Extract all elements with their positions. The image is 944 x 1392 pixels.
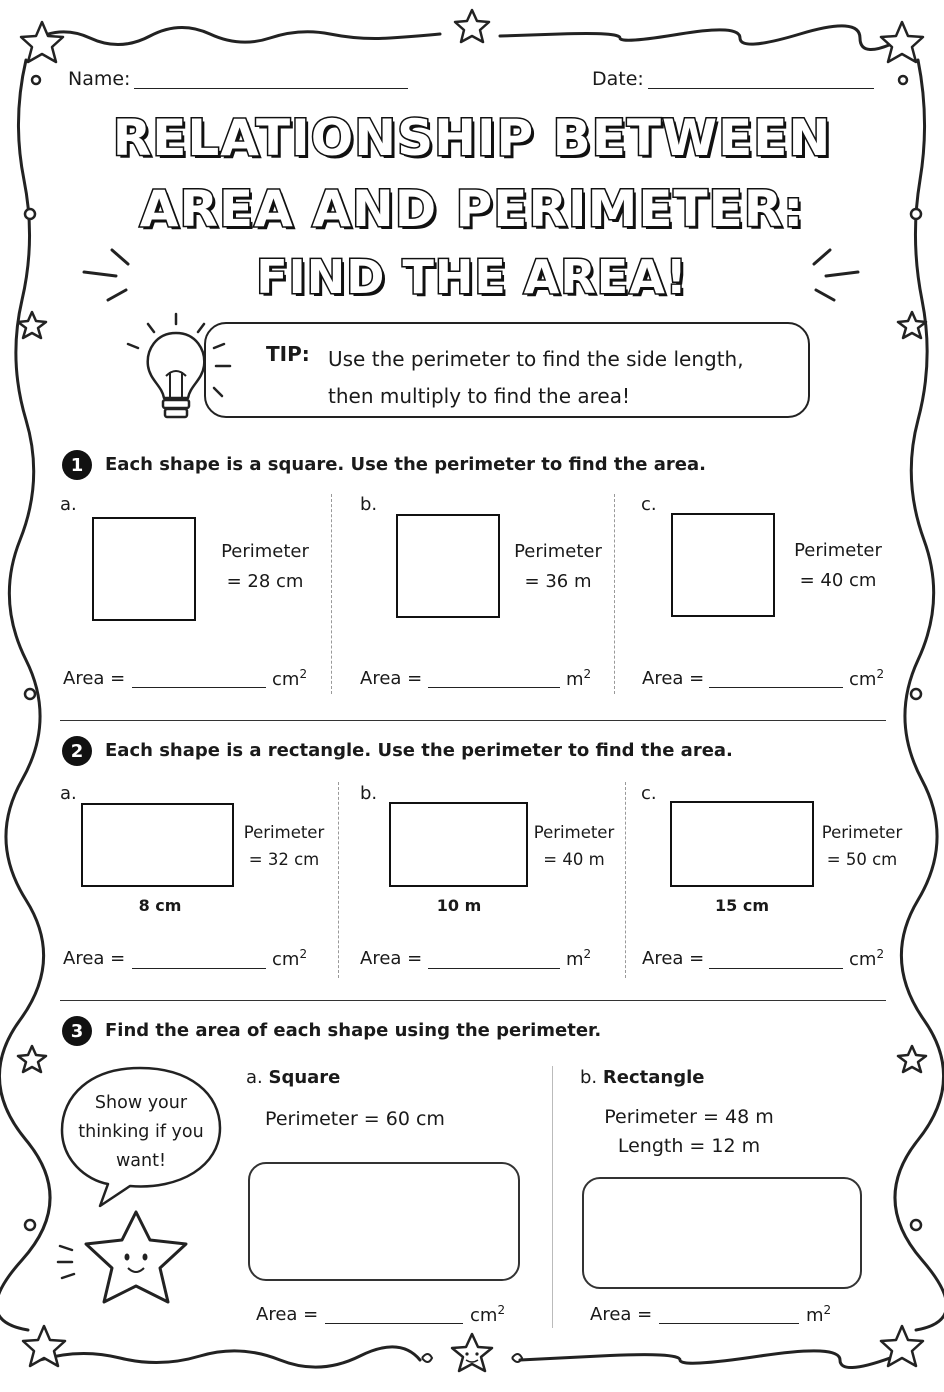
s2-a-answer-line[interactable] [132,968,266,969]
s3-a-work-box[interactable] [248,1162,520,1281]
s3-a-perimeter: Perimeter = 60 cm [265,1108,445,1130]
s2-a-letter: a. [60,783,77,804]
s1-b-letter: b. [360,494,378,515]
tip-line-2: then multiply to find the area! [328,384,630,408]
tip-box [204,322,810,418]
s3-b-work-box[interactable] [582,1177,862,1289]
name-label: Name: [68,68,131,90]
section-3-instruction: Find the area of each shape using the perimeter. [105,1020,602,1041]
s3-b-area-label: Area = [590,1304,653,1325]
divider [338,782,339,978]
s2-c-letter: c. [641,783,657,804]
s2-b-area-label: Area = [360,948,423,969]
s3-a-unit: $cm^2$ [470,1303,506,1326]
s3-a-area-label: Area = [256,1304,319,1325]
section-separator [60,720,886,721]
divider [552,1066,553,1328]
s3-b-answer-line[interactable] [659,1323,799,1324]
tip-text [328,341,744,415]
s2-a-side-length: 8 cm [138,896,182,915]
s2-b-letter: b. [360,783,378,804]
tip-line-1: Use the perimeter to find the side length, [328,347,744,371]
s1-a-perimeter: Perimeter = 28 cm [221,541,309,592]
s2-a-rectangle [81,803,234,887]
name-field-line[interactable] [134,88,408,89]
date-label: Date: [592,68,644,90]
s1-b-perimeter: Perimeter = 36 m [514,541,602,592]
s3-a-heading: a. Square [246,1067,341,1088]
title-line-1: RELATIONSHIP BETWEEN [112,109,832,167]
s1-a-square [92,517,196,621]
s2-b-perimeter: Perimeter = 40 m [533,823,615,869]
s3-b-perimeter-length: Perimeter = 48 m Length = 12 m [604,1106,774,1157]
s3-a-answer-line[interactable] [325,1323,463,1324]
s2-c-unit: $cm^2$ [849,947,885,970]
divider [614,494,615,694]
divider [331,494,332,694]
s2-c-answer-line[interactable] [709,968,843,969]
s2-b-rectangle [389,802,528,887]
s2-b-side-length: 10 m [436,896,482,915]
section-separator [60,1000,886,1001]
speech-bubble-text: Show your thinking if you want! [78,1093,204,1171]
s1-c-answer-line[interactable] [709,687,843,688]
s2-a-area-label: Area = [63,948,126,969]
s1-a-area-label: Area = [63,668,126,689]
title-line-2: AREA AND PERIMETER: [139,180,805,238]
s1-c-unit: $cm^2$ [849,667,885,690]
s2-c-side-length: 15 cm [715,896,769,915]
section-1-number: 1 [62,450,92,480]
s1-b-area-label: Area = [360,668,423,689]
s2-b-answer-line[interactable] [428,968,560,969]
s1-c-square [671,513,775,617]
divider [625,782,626,978]
s1-c-letter: c. [641,494,657,515]
s3-b-unit: $m^2$ [806,1303,832,1326]
section-3-number: 3 [62,1016,92,1046]
s1-b-answer-line[interactable] [428,687,560,688]
date-field-line[interactable] [648,88,874,89]
s1-a-letter: a. [60,494,77,515]
s1-a-unit: $cm^2$ [272,667,308,690]
s1-b-unit: $m^2$ [566,667,592,690]
title-line-3: FIND THE AREA! [256,250,688,304]
s2-a-unit: $cm^2$ [272,947,308,970]
s2-a-perimeter: Perimeter = 32 cm [243,823,325,869]
section-2-instruction: Each shape is a rectangle. Use the perimeter to find the area. [105,740,733,761]
s2-b-unit: $m^2$ [566,947,592,970]
s2-c-perimeter: Perimeter = 50 cm [821,823,903,869]
section-2-number: 2 [62,736,92,766]
s1-b-square [396,514,500,618]
s1-c-perimeter: Perimeter = 40 cm [794,540,882,591]
s2-c-area-label: Area = [642,948,705,969]
section-1-instruction: Each shape is a square. Use the perimeter to find the area. [105,454,706,475]
s2-c-rectangle [670,801,814,887]
s1-c-area-label: Area = [642,668,705,689]
tip-label: TIP: [266,342,310,366]
s3-b-heading: b. Rectangle [580,1067,705,1088]
s1-a-answer-line[interactable] [132,687,266,688]
